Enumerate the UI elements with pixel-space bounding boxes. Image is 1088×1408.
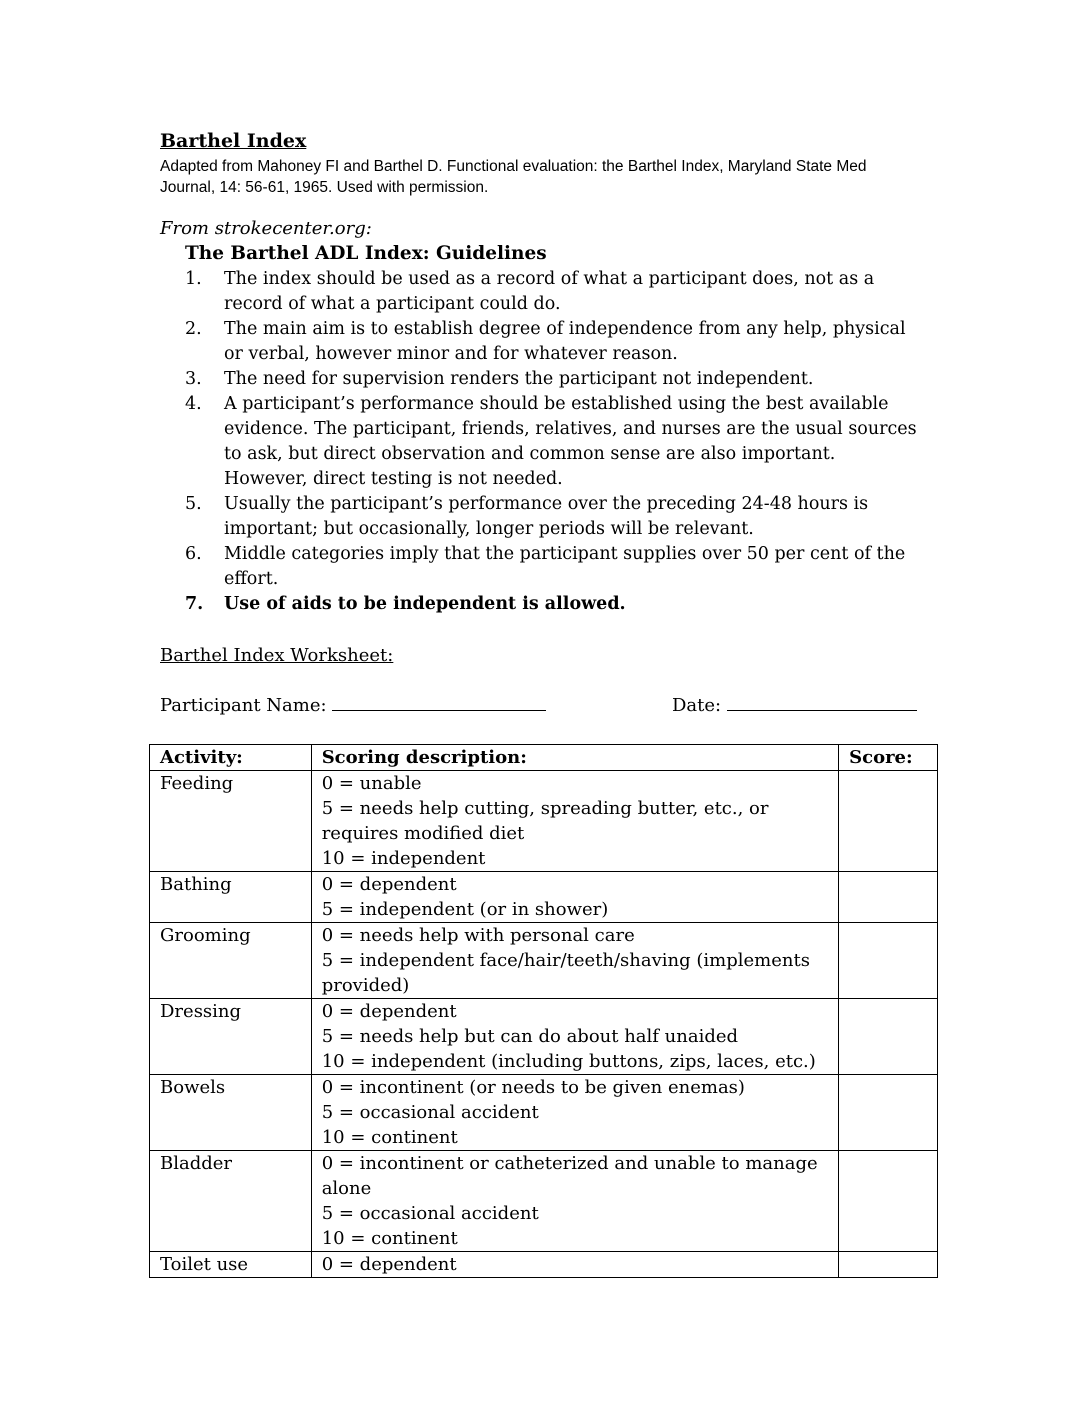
guidelines-title: The Barthel ADL Index: Guidelines xyxy=(185,243,547,264)
table-row xyxy=(150,872,938,923)
guideline-item xyxy=(160,367,924,392)
document-page xyxy=(160,128,940,722)
description-cell xyxy=(311,771,838,872)
activity-cell: Dressing xyxy=(150,999,312,1075)
description-line: 5 = occasional accident xyxy=(321,1203,539,1224)
table-header-row xyxy=(150,745,938,771)
description-line: 10 = independent xyxy=(321,848,486,869)
description-line: 0 = dependent xyxy=(321,1001,457,1022)
description-line: 5 = independent (or in shower) xyxy=(321,899,609,920)
guideline-item xyxy=(160,492,924,542)
document-title: Barthel Index xyxy=(160,130,307,152)
description-cell xyxy=(311,923,838,999)
description-line: 5 = needs help but can do about half unaided xyxy=(321,1026,739,1047)
guideline-text: Middle categories imply that the participant supplies over 50 per cent of the effort. xyxy=(224,544,906,589)
description-line: 0 = dependent xyxy=(321,874,457,895)
header-activity: Activity: xyxy=(150,745,312,771)
guideline-item xyxy=(160,392,924,492)
worksheet-fields xyxy=(160,692,940,722)
score-cell[interactable] xyxy=(839,923,938,999)
guideline-text: The index should be used as a record of what a participant does, not as a record of what a participant could do. xyxy=(224,269,875,314)
participant-name-field[interactable] xyxy=(160,692,546,716)
citation: Adapted from Mahoney FI and Barthel D. Functional evaluation: the Barthel Index, Maryland State Med Journal, 14: 56-61, 1965. Used with permission. xyxy=(160,158,867,196)
description-line: 5 = needs help cutting, spreading butter, etc., or requires modified diet xyxy=(321,798,769,844)
description-cell xyxy=(311,1075,838,1151)
header-description: Scoring description: xyxy=(311,745,838,771)
guideline-item xyxy=(160,592,924,617)
guideline-item xyxy=(160,267,924,317)
description-line: 5 = occasional accident xyxy=(321,1102,539,1123)
guideline-item xyxy=(160,317,924,367)
description-line: 5 = independent face/hair/teeth/shaving (implements provided) xyxy=(321,950,810,996)
date-field[interactable] xyxy=(672,692,917,716)
table-row xyxy=(150,771,938,872)
score-cell[interactable] xyxy=(839,872,938,923)
table-row xyxy=(150,1075,938,1151)
guideline-number: 1. xyxy=(185,269,202,289)
participant-name-blank[interactable] xyxy=(332,692,546,711)
description-line: 0 = needs help with personal care xyxy=(321,925,635,946)
table-row xyxy=(150,1151,938,1252)
activity-cell: Feeding xyxy=(150,771,312,872)
worksheet-title: Barthel Index Worksheet: xyxy=(160,645,394,666)
guideline-number: 2. xyxy=(185,319,202,339)
guideline-text: A participant’s performance should be established using the best available evidence. The participant, friends, relatives, and nurses are the usual sources to ask, but direct observation and common sense are also important. However, direct testing is not needed. xyxy=(224,394,917,489)
score-cell[interactable] xyxy=(839,1075,938,1151)
description-line: 0 = incontinent or catheterized and unable to manage alone xyxy=(321,1153,818,1199)
worksheet-table xyxy=(149,744,938,1278)
table-row xyxy=(150,923,938,999)
score-cell[interactable] xyxy=(839,1252,938,1278)
activity-cell: Bladder xyxy=(150,1151,312,1252)
guideline-text: Use of aids to be independent is allowed. xyxy=(224,594,626,614)
activity-cell: Grooming xyxy=(150,923,312,999)
description-line: 0 = dependent xyxy=(321,1254,457,1275)
guideline-text: Usually the participant’s performance over the preceding 24-48 hours is important; but occasionally, longer periods will be relevant. xyxy=(224,494,869,539)
score-cell[interactable] xyxy=(839,1151,938,1252)
guideline-number: 6. xyxy=(185,544,202,564)
guideline-number: 5. xyxy=(185,494,202,514)
guideline-text: The need for supervision renders the participant not independent. xyxy=(224,369,814,389)
score-cell[interactable] xyxy=(839,999,938,1075)
header-score: Score: xyxy=(839,745,938,771)
description-line: 10 = independent (including buttons, zips, laces, etc.) xyxy=(321,1051,816,1072)
guideline-number: 4. xyxy=(185,394,202,414)
description-line: 10 = continent xyxy=(321,1228,458,1249)
table-row xyxy=(150,1252,938,1278)
description-cell xyxy=(311,1151,838,1252)
guideline-number: 3. xyxy=(185,369,202,389)
table-row xyxy=(150,999,938,1075)
activity-cell: Bathing xyxy=(150,872,312,923)
description-cell xyxy=(311,999,838,1075)
guideline-number: 7. xyxy=(185,594,204,614)
description-line: 0 = incontinent (or needs to be given enemas) xyxy=(321,1077,745,1098)
description-line: 10 = continent xyxy=(321,1127,458,1148)
guideline-text: The main aim is to establish degree of independence from any help, physical or verbal, however minor and for whatever reason. xyxy=(224,319,906,364)
description-line: 0 = unable xyxy=(321,773,422,794)
activity-cell: Toilet use xyxy=(150,1252,312,1278)
guideline-item xyxy=(160,542,924,592)
description-cell xyxy=(311,1252,838,1278)
activity-cell: Bowels xyxy=(150,1075,312,1151)
source-note: From strokecenter.org: xyxy=(160,218,372,239)
score-cell[interactable] xyxy=(839,771,938,872)
participant-name-label: Participant Name: xyxy=(160,695,327,716)
description-cell xyxy=(311,872,838,923)
date-blank[interactable] xyxy=(727,692,917,711)
date-label: Date: xyxy=(672,695,722,716)
guidelines-list xyxy=(160,267,940,617)
